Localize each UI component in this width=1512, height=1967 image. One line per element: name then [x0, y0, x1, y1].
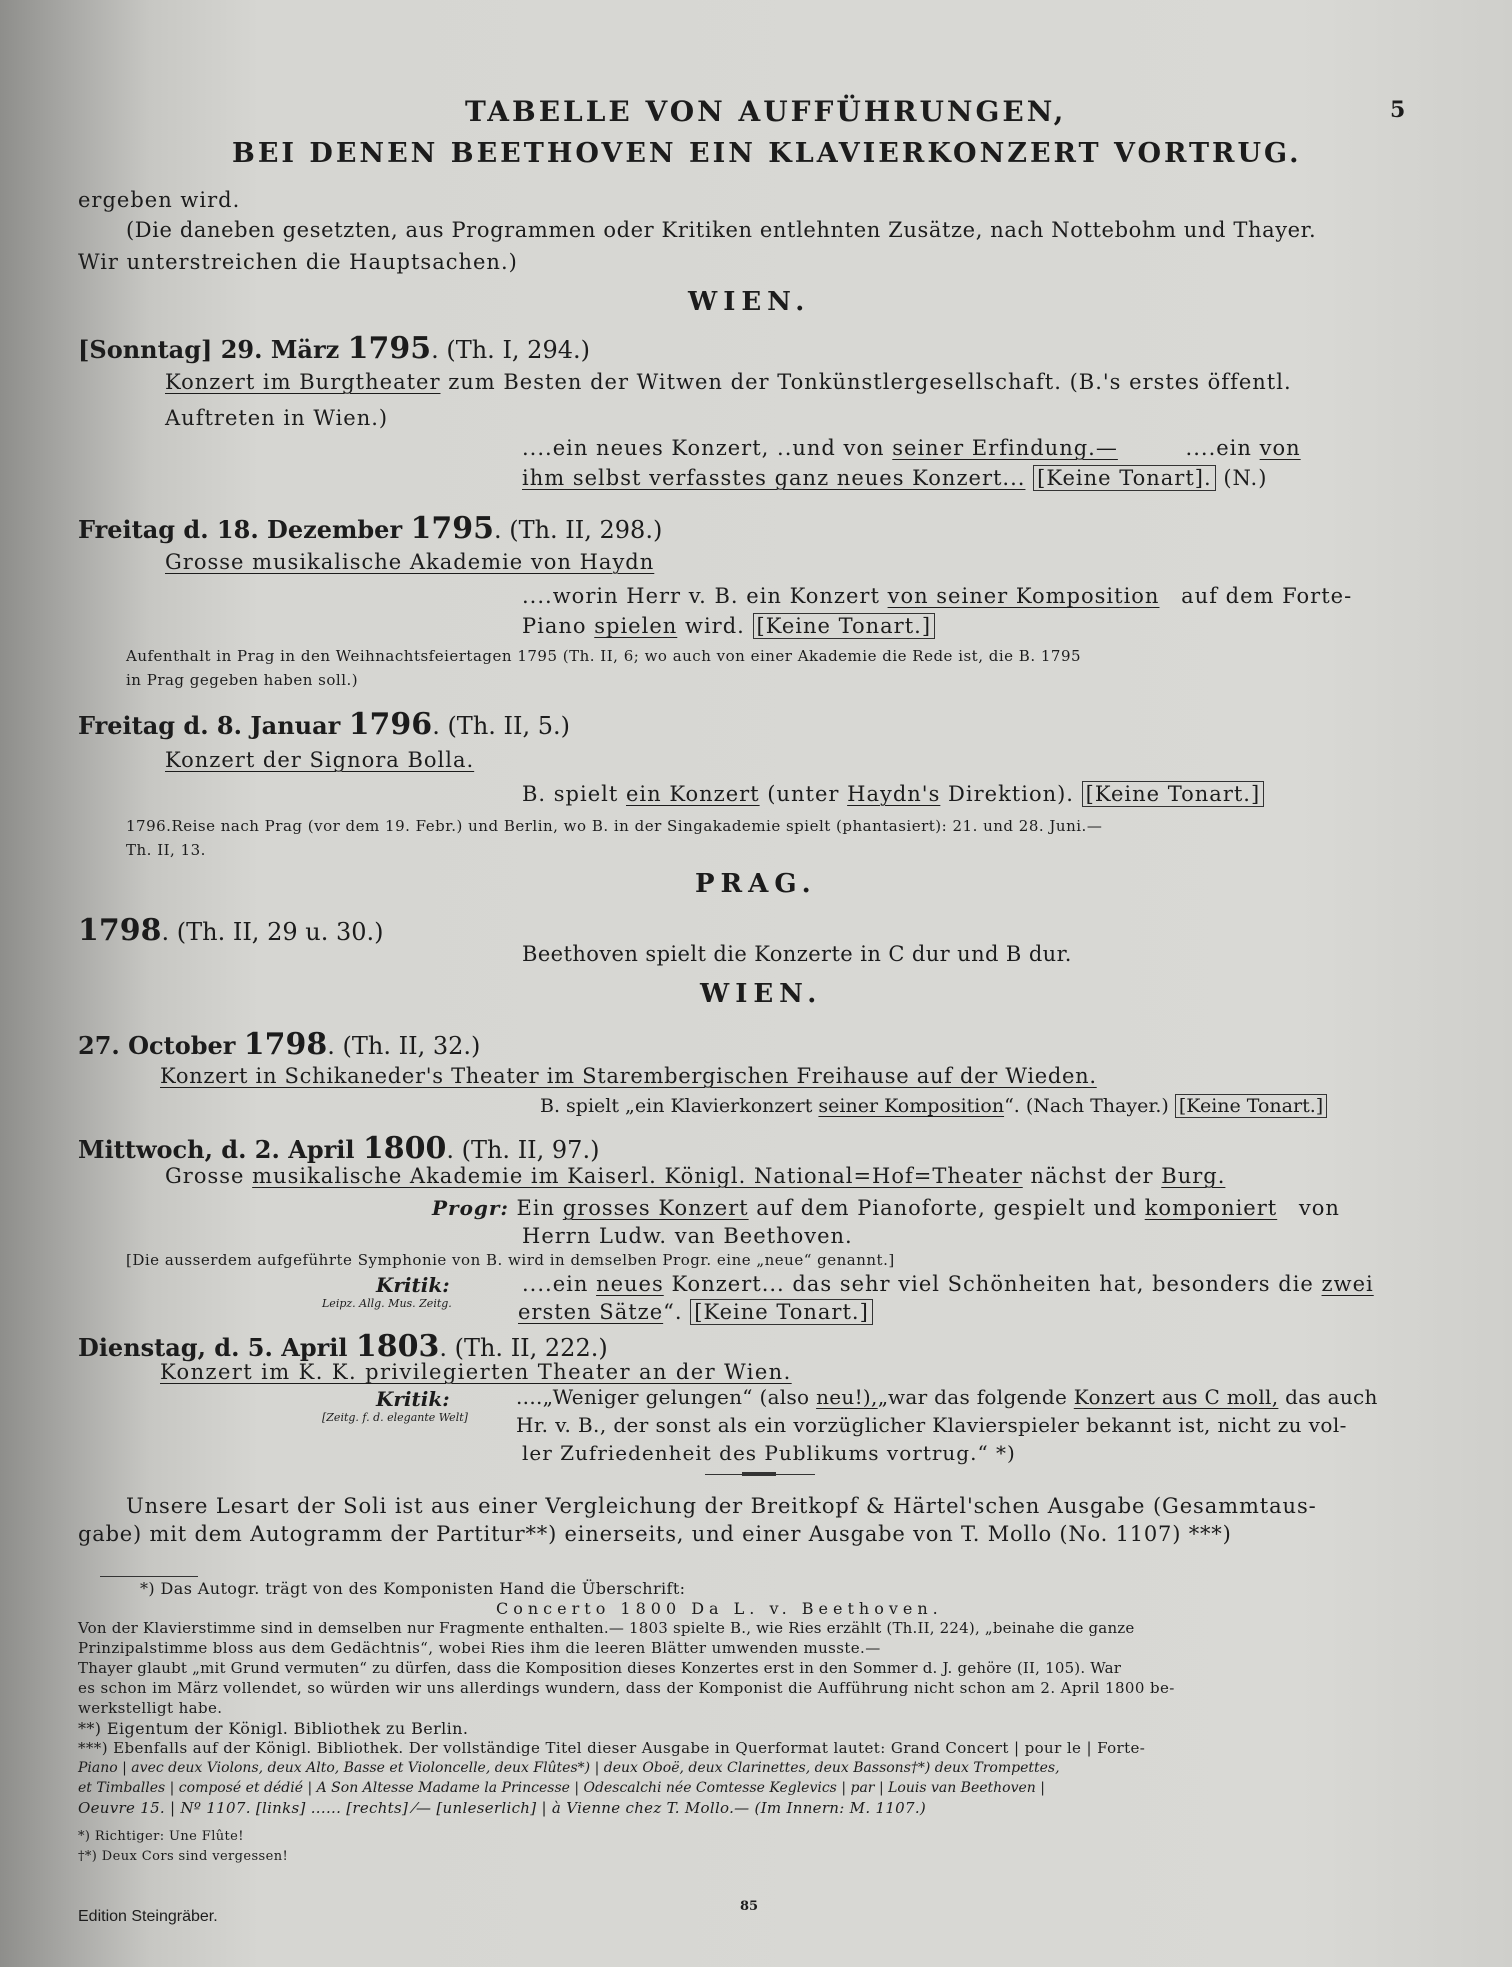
entry-date: Dienstag, d. 5. April [78, 1333, 348, 1362]
quote-underlined: musikalische Akademie im Kaiserl. Königl. National=Hof=Theater [252, 1164, 1023, 1188]
key-note-box: [Keine Tonart.] [1082, 781, 1265, 807]
entry-1800-line-5 [518, 1300, 873, 1324]
quote-text: „war das folgende [877, 1385, 1068, 1409]
quote-text: von [1298, 1196, 1340, 1220]
footnote-1-d: Prinzipalstimme bloss aus dem Gedächtnis“, wobei Ries ihm die leeren Blätter umwenden musste.— [78, 1639, 881, 1657]
entry-1795-march-line-1 [165, 370, 1292, 394]
entry-year: 1800 [362, 1131, 447, 1166]
city-heading-prag: PRAG. [695, 869, 817, 899]
entry-year: 1798 [78, 913, 162, 948]
venue-description: zum Besten der Witwen der Tonkünstlergesellschaft. (B.'s erstes öffentl. [448, 370, 1292, 394]
quote-underlined: ein Konzert [626, 782, 760, 806]
intro-line-1: ergeben wird. [78, 188, 241, 212]
city-heading-wien-2: WIEN. [700, 979, 823, 1009]
entry-1803-line-4: ler Zufriedenheit des Publikums vortrug.“ *) [522, 1441, 1016, 1465]
quote-underlined: Haydn's [847, 782, 941, 806]
quote-underlined: ihm selbst verfasstes ganz neues Konzert... [522, 466, 1026, 490]
entry-1798-october-line-2 [540, 1096, 1327, 1118]
closing-line-1: Unsere Lesart der Soli ist aus einer Vergleichung der Breitkopf & Härtel'schen Ausgabe (Gesammtaus- [126, 1494, 1317, 1518]
entry-1795-march-line-3 [522, 436, 1301, 460]
footnote-1-a: *) Das Autogr. trägt von des Komponisten Hand die Überschrift: [140, 1579, 686, 1598]
entry-reference: . (Th. II, 32.) [327, 1032, 481, 1060]
intro-line-2: (Die daneben gesetzten, aus Programmen oder Kritiken entlehnten Zusätze, nach Nottebohm und Thayer. [126, 218, 1317, 242]
entry-1800-line-4 [522, 1272, 1374, 1296]
entry-1798-october-heading [78, 1028, 480, 1063]
entry-date: Freitag d. 8. Januar [78, 711, 341, 740]
quote-underlined: ersten Sätze [518, 1300, 664, 1324]
entry-1800-heading [78, 1132, 599, 1167]
key-note-box: [Keine Tonart]. [1033, 465, 1216, 491]
entry-date: 27. October [78, 1031, 236, 1060]
quote-text: ....ein neues Konzert, ..und von [522, 436, 885, 460]
quote-text: Ein [516, 1196, 556, 1220]
footnote-3-b: Piano | avec deux Violons, deux Alto, Basse et Violoncelle, deux Flûtes*) | deux Oboë, deux Clarinettes, deux Bassons†*) deux Trompettes, [78, 1760, 1060, 1776]
entry-year: 1798 [243, 1027, 328, 1062]
entry-reference: . (Th. II, 97.) [446, 1136, 600, 1164]
quote-underlined: grosses Konzert [562, 1196, 749, 1220]
quote-underlined: seiner Komposition [818, 1095, 1005, 1117]
quote-text: wird. [684, 614, 745, 638]
entry-reference: . (Th. II, 29 u. 30.) [161, 918, 384, 946]
quote-text: Grosse [165, 1164, 245, 1188]
quote-text: Piano [522, 614, 587, 638]
entry-reference: . (Th. II, 5.) [432, 712, 571, 740]
key-note-box: [Keine Tonart.] [753, 613, 936, 639]
entry-1803-line-1: Konzert im K. K. privilegierten Theater an der Wien. [160, 1360, 792, 1384]
footnote-3-a: ***) Ebenfalls auf der Königl. Bibliothek. Der vollständige Titel dieser Ausgabe in Querformat lautet: Grand Concert | pour le | Forte- [78, 1739, 1146, 1757]
entry-1795-december-line-3 [522, 614, 935, 638]
entry-1795-december-note-2: in Prag gegeben haben soll.) [126, 671, 359, 689]
quote-text: “. [663, 1300, 683, 1324]
footnote-1-b: Concerto 1800 Da L. v. Beethoven. [496, 1599, 943, 1618]
quote-underlined: Burg. [1161, 1164, 1226, 1188]
entry-1796-note-1: 1796.Reise nach Prag (vor dem 19. Febr.) und Berlin, wo B. in der Singakademie spielt (phantasiert): 21. und 28. Juni.— [126, 817, 1103, 835]
entry-1800-line-2 [432, 1196, 1340, 1220]
quote-underlined: seiner Erfindung.— [892, 436, 1118, 460]
quote-text: (unter [767, 782, 840, 806]
entry-1798-prag-line-1: Beethoven spielt die Konzerte in C dur und B dur. [522, 942, 1072, 966]
footnote-5: †*) Deux Cors sind vergessen! [78, 1849, 289, 1864]
quote-underlined: von [1259, 436, 1301, 460]
footnote-separator [100, 1576, 198, 1577]
plate-number: 85 [740, 1899, 759, 1914]
entry-1795-december-line-1: Grosse musikalische Akademie von Haydn [165, 550, 655, 574]
entry-1803-line-3: Hr. v. B., der sonst als ein vorzüglicher Klavierspieler bekannt ist, nicht zu vol- [516, 1413, 1347, 1437]
entry-1795-march-line-4 [522, 466, 1267, 490]
key-note-box: [Keine Tonart.] [1175, 1094, 1327, 1118]
footnote-4: *) Richtiger: Une Flûte! [78, 1829, 244, 1844]
quote-text: ....ein [522, 1272, 589, 1296]
closing-line-2: gabe) mit dem Autogramm der Partitur**) einerseits, und einer Ausgabe von T. Mollo (No. 1107) ***) [78, 1522, 1232, 1546]
intro-line-3: Wir unterstreichen die Hauptsachen.) [78, 250, 518, 274]
quote-text: das auch [1285, 1385, 1378, 1409]
entry-1795-march-heading [78, 332, 590, 367]
entry-1800-note: [Die ausserdem aufgeführte Symphonie von B. wird in demselben Progr. eine „neue“ genannt.] [126, 1251, 895, 1269]
quote-text: ....worin Herr v. B. ein Konzert [522, 584, 880, 608]
quote-text: auf dem Pianoforte, gespielt und [756, 1196, 1138, 1220]
entry-reference: . (Th. II, 222.) [439, 1334, 608, 1362]
edition-imprint: Edition Steingräber. [78, 1908, 218, 1925]
entry-1796-line-1: Konzert der Signora Bolla. [165, 748, 475, 772]
entry-1798-prag-heading [78, 914, 383, 949]
kritik-source: Leipz. Allg. Mus. Zeitg. [322, 1297, 452, 1310]
quote-text: nächst der [1030, 1164, 1154, 1188]
quote-underlined: Konzert aus C moll, [1073, 1385, 1279, 1409]
entry-1795-december-line-2 [522, 584, 1352, 608]
entry-1798-october-line-1: Konzert in Schikaneder's Theater im Starembergischen Freihause auf der Wieden. [160, 1064, 1097, 1088]
quote-text: auf dem Forte- [1181, 584, 1353, 608]
entry-1803-line-2 [516, 1386, 1378, 1409]
city-heading-wien: WIEN. [688, 287, 811, 317]
footnote-3-c: et Timballes | composé et dédié | A Son Altesse Madame la Princesse | Odescalchi née Comtesse Keglevics | par | Louis van Beethoven | [78, 1780, 1045, 1796]
section-divider-center [742, 1472, 776, 1476]
programme-label: Progr: [432, 1196, 509, 1220]
quote-text: B. spielt „ein Klavierkonzert [540, 1095, 813, 1117]
footnote-1-c: Von der Klavierstimme sind in demselben nur Fragmente enthalten.— 1803 spielte B., wie Ries erzählt (Th.II, 224), „beinahe die ganze [78, 1619, 1135, 1637]
quote-underlined: neues [596, 1272, 664, 1296]
entry-1795-march-line-2: Auftreten in Wien.) [165, 406, 389, 430]
footnote-2: **) Eigentum der Königl. Bibliothek zu Berlin. [78, 1719, 469, 1738]
footnote-1-f: es schon im März vollendet, so würden wir uns allerdings wundern, dass der Komponist die Aufführung nicht schon am 2. April 1800 be- [78, 1679, 1175, 1697]
entry-1795-december-note-1: Aufenthalt in Prag in den Weihnachtsfeiertagen 1795 (Th. II, 6; wo auch von einer Akademie die Rede ist, die B. 1795 [126, 647, 1082, 665]
entry-1796-note-2: Th. II, 13. [126, 841, 206, 859]
quote-underlined: komponiert [1144, 1196, 1278, 1220]
title-line-2: BEI DENEN BEETHOVEN EIN KLAVIERKONZERT VORTRUG. [232, 138, 1302, 169]
entry-date: Mittwoch, d. 2. April [78, 1135, 355, 1164]
entry-reference: . (Th. I, 294.) [431, 336, 590, 364]
entry-1800-line-1 [165, 1164, 1225, 1188]
quote-text: “. (Nach Thayer.) [1004, 1095, 1169, 1117]
kritik-label: Kritik: [376, 1387, 450, 1411]
entry-1800-line-3: Herrn Ludw. van Beethoven. [522, 1224, 853, 1248]
quote-text: Direktion). [948, 782, 1074, 806]
entry-year: 1796 [348, 707, 433, 742]
kritik-label: Kritik: [376, 1273, 450, 1297]
footnote-1-e: Thayer glaubt „mit Grund vermuten“ zu dürfen, dass die Komposition dieses Konzertes erst in den Sommer d. J. gehöre (II, 105). War [78, 1659, 1122, 1677]
source-note: (N.) [1223, 466, 1268, 490]
quote-text: ....„Weniger gelungen“ (also [516, 1385, 810, 1409]
footnote-1-g: werkstelligt habe. [78, 1699, 223, 1717]
quote-text: B. spielt [522, 782, 619, 806]
entry-1795-december-heading [78, 512, 662, 547]
entry-date: [Sonntag] 29. März [78, 335, 340, 364]
quote-underlined: spielen [594, 614, 678, 638]
kritik-source: [Zeitg. f. d. elegante Welt] [322, 1411, 468, 1424]
entry-1796-heading [78, 708, 570, 743]
entry-1796-line-2 [522, 782, 1264, 806]
entry-year: 1795 [347, 331, 432, 366]
entry-year: 1795 [410, 511, 494, 546]
title-line-1: TABELLE VON AUFFÜHRUNGEN, [465, 95, 1067, 128]
entry-date: Freitag d. 18. Dezember [78, 515, 403, 544]
quote-text: ....ein [1185, 436, 1252, 460]
venue-underlined: Konzert im Burgtheater [165, 370, 441, 394]
quote-text: Konzert... das sehr viel Schönheiten hat, besonders die [671, 1272, 1314, 1296]
page-number: 5 [1390, 97, 1406, 123]
entry-reference: . (Th. II, 298.) [493, 516, 663, 544]
footnote-3-d: Oeuvre 15. | Nº 1107. [links] ...... [rechts] ⁄— [unleserlich] | à Vienne chez T. Mollo.— (Im Innern: M. 1107.) [78, 1799, 927, 1817]
entry-year: 1803 [355, 1329, 440, 1364]
key-note-box: [Keine Tonart.] [690, 1299, 873, 1325]
quote-underlined: von seiner Komposition [887, 584, 1160, 608]
quote-underlined: neu!), [816, 1385, 878, 1409]
quote-underlined: zwei [1321, 1272, 1374, 1296]
